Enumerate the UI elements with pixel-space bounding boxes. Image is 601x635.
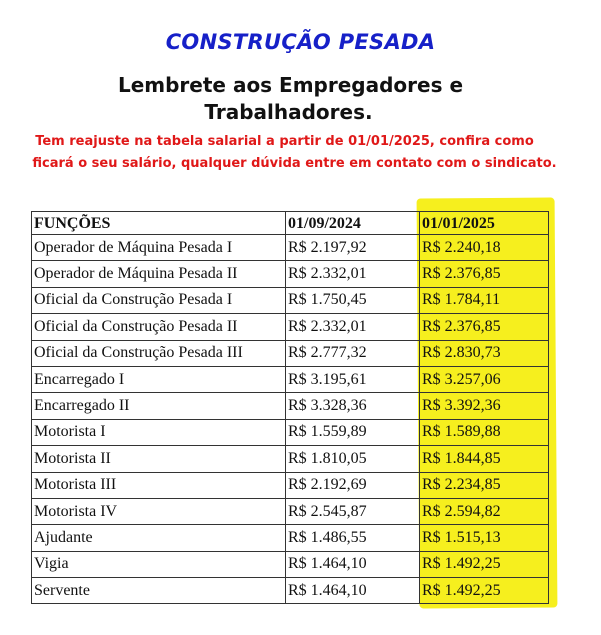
table-row: [32, 340, 549, 366]
cell-salary-new: R$ 1.515,13: [420, 525, 549, 551]
table-row: [32, 525, 549, 551]
cell-salary-old: R$ 3.328,36: [286, 393, 420, 419]
header-date-new: 01/01/2025: [420, 212, 549, 235]
cell-salary-new: R$ 1.784,11: [420, 287, 549, 313]
header-date-old: 01/09/2024: [286, 212, 420, 235]
table-row: [32, 235, 549, 261]
cell-salary-new: R$ 2.234,85: [420, 472, 549, 498]
cell-funcao: Servente: [32, 578, 286, 604]
cell-salary-new: R$ 2.376,85: [420, 314, 549, 340]
cell-salary-old: R$ 1.810,05: [286, 446, 420, 472]
cell-salary-old: R$ 1.464,10: [286, 578, 420, 604]
cell-funcao: Motorista II: [32, 446, 286, 472]
table-body: [32, 235, 549, 604]
cell-funcao: Ajudante: [32, 525, 286, 551]
header-funcoes: FUNÇÕES: [32, 212, 286, 235]
table-row: [32, 551, 549, 577]
cell-salary-old: R$ 1.464,10: [286, 551, 420, 577]
cell-salary-old: R$ 2.332,01: [286, 261, 420, 287]
table-row: [32, 446, 549, 472]
cell-salary-old: R$ 2.545,87: [286, 498, 420, 524]
cell-salary-old: R$ 2.332,01: [286, 314, 420, 340]
page-title: CONSTRUÇÃO PESADA: [165, 30, 436, 54]
cell-salary-new: R$ 3.257,06: [420, 366, 549, 392]
cell-salary-old: R$ 2.197,92: [286, 235, 420, 261]
cell-funcao: Vigia: [32, 551, 286, 577]
cell-salary-new: R$ 2.376,85: [420, 261, 549, 287]
cell-funcao: Encarregado I: [32, 366, 286, 392]
subtitle-line-1: Lembrete aos Empregadores e: [117, 73, 464, 97]
notice-line-2: ficará o seu salário, qualquer dúvida entre em contato com o sindicato.: [32, 156, 557, 171]
cell-salary-old: R$ 3.195,61: [286, 366, 420, 392]
cell-funcao: Encarregado II: [32, 393, 286, 419]
cell-funcao: Motorista I: [32, 419, 286, 445]
cell-salary-new: R$ 2.594,82: [420, 498, 549, 524]
table-row: [32, 314, 549, 340]
table-row: [32, 578, 549, 604]
cell-salary-old: R$ 1.486,55: [286, 525, 420, 551]
table-row: [32, 498, 549, 524]
table-row: [32, 472, 549, 498]
cell-funcao: Oficial da Construção Pesada I: [32, 287, 286, 313]
cell-salary-new: R$ 1.492,25: [420, 578, 549, 604]
cell-funcao: Motorista III: [32, 472, 286, 498]
cell-salary-old: R$ 2.777,32: [286, 340, 420, 366]
notice-line-1: Tem reajuste na tabela salarial a partir de 01/01/2025, confira como: [35, 134, 534, 149]
cell-salary-new: R$ 1.589,88: [420, 419, 549, 445]
cell-funcao: Oficial da Construção Pesada III: [32, 340, 286, 366]
cell-funcao: Operador de Máquina Pesada II: [32, 261, 286, 287]
table-row: [32, 287, 549, 313]
table-row: [32, 419, 549, 445]
cell-salary-new: R$ 3.392,36: [420, 393, 549, 419]
cell-salary-old: R$ 2.192,69: [286, 472, 420, 498]
table-row: [32, 393, 549, 419]
table-header-row: [32, 212, 549, 235]
cell-funcao: Oficial da Construção Pesada II: [32, 314, 286, 340]
table-row: [32, 261, 549, 287]
subtitle-line-2: Trabalhadores.: [204, 100, 373, 124]
cell-funcao: Motorista IV: [32, 498, 286, 524]
cell-salary-old: R$ 1.750,45: [286, 287, 420, 313]
cell-funcao: Operador de Máquina Pesada I: [32, 235, 286, 261]
table-row: [32, 366, 549, 392]
cell-salary-new: R$ 1.492,25: [420, 551, 549, 577]
cell-salary-new: R$ 2.240,18: [420, 235, 549, 261]
cell-salary-new: R$ 1.844,85: [420, 446, 549, 472]
salary-table: [31, 211, 549, 604]
cell-salary-new: R$ 2.830,73: [420, 340, 549, 366]
cell-salary-old: R$ 1.559,89: [286, 419, 420, 445]
